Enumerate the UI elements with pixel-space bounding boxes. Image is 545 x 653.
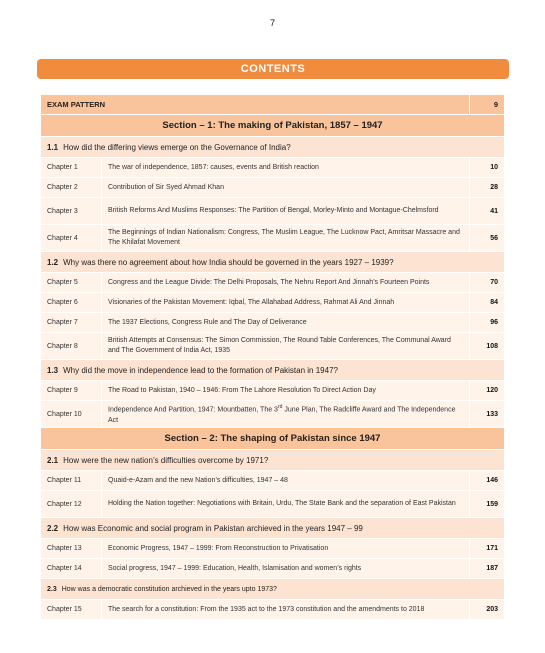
contents-banner: CONTENTS — [37, 59, 509, 79]
chapter-row[interactable] — [41, 471, 505, 491]
chapter-title: Congress and the League Divide: The Delhi Proposals, The Nehru Report And Jinnah’s Fourteen Points — [102, 273, 470, 293]
chapter-title: British Attempts at Consensus: The Simon Commission, The Round Table Conferences, The Communal Award and The Government of India Act, 1935 — [102, 333, 470, 360]
question-text: Why was there no agreement about how India should be governed in the years 1927 – 1939? — [63, 257, 394, 267]
chapter-row[interactable] — [41, 313, 505, 333]
chapter-row[interactable] — [41, 381, 505, 401]
question-text: How did the differing views emerge on the Governance of India? — [63, 142, 291, 152]
question-2-3 — [41, 579, 505, 600]
chapter-title: Contribution of Sir Syed Ahmad Khan — [102, 178, 470, 198]
chapter-page: 159 — [470, 491, 505, 518]
question-text: Why did the move in independence lead to the formation of Pakistan in 1947? — [63, 365, 338, 375]
chapter-page: 146 — [470, 471, 505, 491]
chapter-page: 56 — [470, 225, 505, 252]
chapter-label: Chapter 1 — [41, 158, 102, 178]
chapter-row[interactable] — [41, 293, 505, 313]
chapter-label: Chapter 13 — [41, 539, 102, 559]
chapter-row[interactable] — [41, 225, 505, 252]
chapter-page: 187 — [470, 559, 505, 579]
chapter-title: The Beginnings of Indian Nationalism: Congress, The Muslim League, The Lucknow Pact, Amritsar Massacre and The Khilafat Movement — [102, 225, 470, 252]
exam-pattern-row[interactable] — [41, 95, 505, 115]
chapter-row[interactable] — [41, 158, 505, 178]
chapter-label: Chapter 8 — [41, 333, 102, 360]
exam-pattern-page: 9 — [470, 95, 505, 115]
chapter-page: 203 — [470, 600, 505, 620]
section-1-heading: Section – 1: The making of Pakistan, 1857 – 1947 — [41, 115, 505, 137]
question-2-1 — [41, 450, 505, 471]
question-number: 2.1 — [47, 455, 59, 465]
chapter-label: Chapter 10 — [41, 401, 102, 428]
chapter-page: 41 — [470, 198, 505, 225]
question-number: 1.3 — [47, 365, 59, 375]
table-of-contents — [40, 94, 505, 620]
chapter-title: The war of independence, 1857: causes, events and British reaction — [102, 158, 470, 178]
chapter-label: Chapter 2 — [41, 178, 102, 198]
chapter-title: Visionaries of the Pakistan Movement: Iqbal, The Allahabad Address, Rahmat Ali And Jinnah — [102, 293, 470, 313]
chapter-page: 108 — [470, 333, 505, 360]
chapter-title: Holding the Nation together: Negotiations with Britain, Urdu, The State Bank and the separation of East Pakistan — [102, 491, 470, 518]
chapter-page: 84 — [470, 293, 505, 313]
chapter-page: 70 — [470, 273, 505, 293]
question-text: How was a democratic constitution archieved in the years upto 1973? — [61, 585, 277, 593]
chapter-row[interactable] — [41, 178, 505, 198]
question-2-2 — [41, 518, 505, 539]
chapter-title: Independence And Partition, 1947: Mountbatten, The 3rd June Plan, The Radcliffe Award and The Independence Act — [102, 401, 470, 428]
chapter-row[interactable] — [41, 600, 505, 620]
chapter-label: Chapter 3 — [41, 198, 102, 225]
chapter-page: 96 — [470, 313, 505, 333]
chapter-title: Economic Progress, 1947 – 1999: From Reconstruction to Privatisation — [102, 539, 470, 559]
question-number: 2.2 — [47, 523, 59, 533]
chapter-row[interactable] — [41, 273, 505, 293]
question-1-3 — [41, 360, 505, 381]
chapter-row[interactable] — [41, 401, 505, 428]
chapter-page: 133 — [470, 401, 505, 428]
chapter-row[interactable] — [41, 198, 505, 225]
chapter-row[interactable] — [41, 491, 505, 518]
question-text: How were the new nation’s difficulties overcome by 1971? — [63, 455, 269, 465]
exam-pattern-label: EXAM PATTERN — [41, 95, 470, 115]
chapter-page: 171 — [470, 539, 505, 559]
chapter-label: Chapter 5 — [41, 273, 102, 293]
chapter-title: Quaid-e-Azam and the new Nation’s difficulties, 1947 – 48 — [102, 471, 470, 491]
question-number: 1.2 — [47, 257, 59, 267]
chapter-page: 10 — [470, 158, 505, 178]
chapter-label: Chapter 7 — [41, 313, 102, 333]
chapter-title: The search for a constitution: From the 1935 act to the 1973 constitution and the amendments to 2018 — [102, 600, 470, 620]
chapter-label: Chapter 11 — [41, 471, 102, 491]
section-2-heading: Section – 2: The shaping of Pakistan since 1947 — [41, 428, 505, 450]
question-text: How was Economic and social program in Pakistan archieved in the years 1947 – 99 — [63, 523, 363, 533]
chapter-label: Chapter 12 — [41, 491, 102, 518]
question-1-2 — [41, 252, 505, 273]
chapter-row[interactable] — [41, 333, 505, 360]
chapter-label: Chapter 6 — [41, 293, 102, 313]
chapter-row[interactable] — [41, 539, 505, 559]
chapter-page: 28 — [470, 178, 505, 198]
chapter-page: 120 — [470, 381, 505, 401]
chapter-title: The 1937 Elections, Congress Rule and The Day of Deliverance — [102, 313, 470, 333]
chapter-label: Chapter 15 — [41, 600, 102, 620]
chapter-label: Chapter 14 — [41, 559, 102, 579]
chapter-label: Chapter 4 — [41, 225, 102, 252]
chapter-title: Social progress, 1947 – 1999: Education, Health, Islamisation and women’s rights — [102, 559, 470, 579]
page-number: 7 — [269, 18, 275, 28]
chapter-label: Chapter 9 — [41, 381, 102, 401]
chapter-title: British Reforms And Muslims Responses: The Partition of Bengal, Morley-Minto and Montague-Chelmsford — [102, 198, 470, 225]
chapter-title: The Road to Pakistan, 1940 – 1946: From The Lahore Resolution To Direct Action Day — [102, 381, 470, 401]
question-1-1 — [41, 137, 505, 158]
question-number: 2.3 — [47, 585, 57, 593]
question-number: 1.1 — [47, 142, 59, 152]
chapter-row[interactable] — [41, 559, 505, 579]
